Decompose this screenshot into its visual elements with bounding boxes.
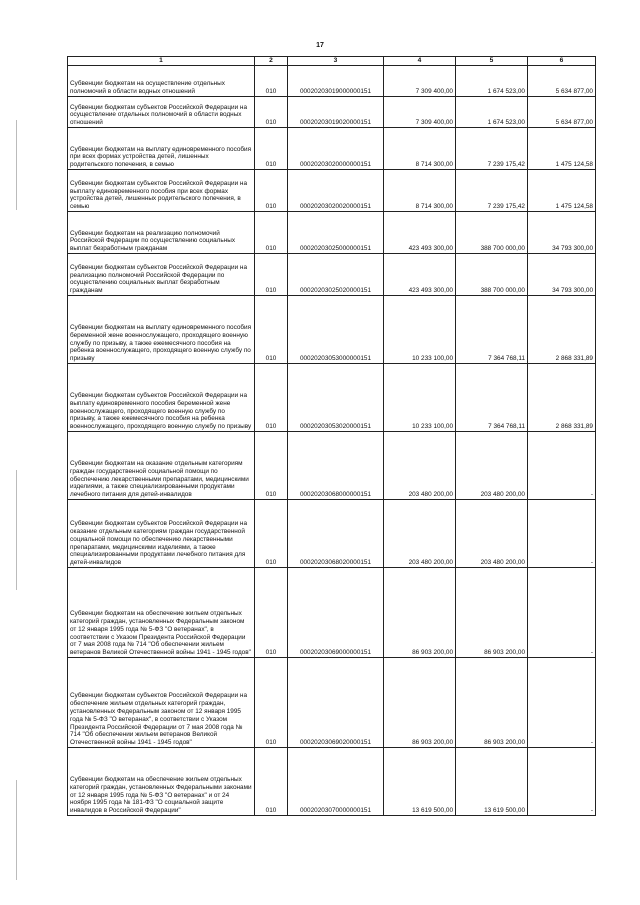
row-code-cell: 010	[255, 254, 288, 296]
row-executed-cell: 13 619 500,00	[456, 748, 528, 816]
row-name-cell: Субвенции бюджетам субъектов Российской Федерации на оказание отдельным категориям граждан государственной социальной помощи по обеспечению лекарственными препаратами, медицинскими изделиями, а также специализированными продуктами лечебного питания для детей-инвалидов	[68, 500, 255, 568]
row-remainder-cell: 34 793 300,00	[528, 212, 596, 254]
row-kbk-cell: 00020203019000000151	[288, 66, 384, 97]
table-body	[68, 66, 596, 816]
table-row	[68, 97, 596, 128]
row-planned-cell: 423 493 300,00	[384, 212, 456, 254]
row-remainder-cell: 5 634 877,00	[528, 97, 596, 128]
header-row	[68, 57, 596, 66]
row-executed-cell: 1 674 523,00	[456, 66, 528, 97]
table-row	[68, 66, 596, 97]
row-executed-cell: 1 674 523,00	[456, 97, 528, 128]
row-code-cell: 010	[255, 432, 288, 500]
table-row	[68, 254, 596, 296]
row-executed-cell: 7 239 175,42	[456, 128, 528, 170]
row-name-cell: Субвенции бюджетам субъектов Российской Федерации на выплату единовременного пособия при всех формах устройства детей, лишенных родительского попечения, в семью	[68, 170, 255, 212]
row-kbk-cell: 00020203053020000151	[288, 364, 384, 432]
row-remainder-cell: -	[528, 658, 596, 748]
row-executed-cell: 388 700 000,00	[456, 212, 528, 254]
row-executed-cell: 203 480 200,00	[456, 500, 528, 568]
table-row	[68, 658, 596, 748]
row-kbk-cell: 00020203025020000151	[288, 254, 384, 296]
row-name-cell: Субвенции бюджетам субъектов Российской Федерации на реализацию полномочий Российской Федерации по осуществлению социальных выплат безработным гражданам	[68, 254, 255, 296]
row-code-cell: 010	[255, 748, 288, 816]
row-executed-cell: 7 364 768,11	[456, 364, 528, 432]
row-kbk-cell: 00020203020000000151	[288, 128, 384, 170]
column-header: 1	[68, 57, 255, 66]
row-kbk-cell: 00020203068000000151	[288, 432, 384, 500]
table-row	[68, 500, 596, 568]
row-code-cell: 010	[255, 66, 288, 97]
row-code-cell: 010	[255, 500, 288, 568]
row-planned-cell: 203 480 200,00	[384, 432, 456, 500]
row-remainder-cell: -	[528, 432, 596, 500]
row-executed-cell: 203 480 200,00	[456, 432, 528, 500]
row-code-cell: 010	[255, 212, 288, 254]
row-remainder-cell: 5 634 877,00	[528, 66, 596, 97]
row-planned-cell: 203 480 200,00	[384, 500, 456, 568]
column-header: 3	[288, 57, 384, 66]
row-remainder-cell: 34 793 300,00	[528, 254, 596, 296]
page-number: 17	[316, 42, 324, 49]
row-remainder-cell: -	[528, 748, 596, 816]
row-remainder-cell: 1 475 124,58	[528, 128, 596, 170]
row-planned-cell: 86 903 200,00	[384, 658, 456, 748]
row-remainder-cell: 2 868 331,89	[528, 364, 596, 432]
row-code-cell: 010	[255, 170, 288, 212]
row-remainder-cell: 1 475 124,58	[528, 170, 596, 212]
row-kbk-cell: 00020203025000000151	[288, 212, 384, 254]
row-kbk-cell: 00020203053000000151	[288, 296, 384, 364]
column-header: 2	[255, 57, 288, 66]
row-planned-cell: 13 619 500,00	[384, 748, 456, 816]
row-planned-cell: 10 233 100,00	[384, 296, 456, 364]
row-kbk-cell: 00020203068020000151	[288, 500, 384, 568]
row-kbk-cell: 00020203020020000151	[288, 170, 384, 212]
row-planned-cell: 8 714 300,00	[384, 128, 456, 170]
table-row	[68, 128, 596, 170]
table-row	[68, 296, 596, 364]
row-planned-cell: 86 903 200,00	[384, 568, 456, 658]
row-remainder-cell: -	[528, 500, 596, 568]
row-kbk-cell: 00020203069020000151	[288, 658, 384, 748]
row-name-cell: Субвенции бюджетам субъектов Российской Федерации на обеспечение жильем отдельных категорий граждан, установленных Федеральным законом от 12 января 1995 года № 5-ФЗ "О ветеранах", в соответствии с Указом Президента Российской Федерации от 7 мая 2008 года № 714 "Об обеспечении жильем ветеранов Великой Отечественной войны 1941 - 1945 годов"	[68, 658, 255, 748]
row-name-cell: Субвенции бюджетам на выплату единовременного пособия при всех формах устройства детей, лишенных родительского попечения, в семью	[68, 128, 255, 170]
row-name-cell: Субвенции бюджетам на оказание отдельным категориям граждан государственной социальной помощи по обеспечению лекарственными препаратами, медицинскими изделиями, а также специализированными продуктами лечебного питания для детей-инвалидов	[68, 432, 255, 500]
column-header: 6	[528, 57, 596, 66]
row-planned-cell: 7 309 400,00	[384, 66, 456, 97]
budget-table	[67, 56, 596, 816]
row-code-cell: 010	[255, 296, 288, 364]
row-executed-cell: 7 239 175,42	[456, 170, 528, 212]
row-code-cell: 010	[255, 568, 288, 658]
scan-margin-mark	[16, 120, 17, 210]
column-header: 5	[456, 57, 528, 66]
row-executed-cell: 388 700 000,00	[456, 254, 528, 296]
row-kbk-cell: 00020203019020000151	[288, 97, 384, 128]
table-row	[68, 568, 596, 658]
row-code-cell: 010	[255, 658, 288, 748]
table-row	[68, 364, 596, 432]
row-name-cell: Субвенции бюджетам на выплату единовременного пособия беременной жене военнослужащего, проходящего военную службу по призыву, а также ежемесячного пособия на ребенка военнослужащего, проходящего военную службу по призыву	[68, 296, 255, 364]
row-executed-cell: 86 903 200,00	[456, 568, 528, 658]
table-row	[68, 170, 596, 212]
row-name-cell: Субвенции бюджетам субъектов Российской Федерации на выплату единовременного пособия беременной жене военнослужащего, проходящего военную службу по призыву, а также ежемесячного пособия на ребенка военнослужащего, проходящего военную службу по призыву	[68, 364, 255, 432]
scan-margin-mark	[16, 780, 17, 880]
row-kbk-cell: 00020203069000000151	[288, 568, 384, 658]
row-remainder-cell: -	[528, 568, 596, 658]
row-executed-cell: 7 364 768,11	[456, 296, 528, 364]
row-planned-cell: 423 493 300,00	[384, 254, 456, 296]
scan-margin-mark	[16, 470, 17, 590]
row-name-cell: Субвенции бюджетам на обеспечение жильем отдельных категорий граждан, установленных Федеральным законом от 12 января 1995 года № 5-ФЗ "О ветеранах", в соответствии с Указом Президента Российской Федерации от 7 мая 2008 года № 714 "Об обеспечении жильем ветеранов Великой Отечественной войны 1941 - 1945 годов"	[68, 568, 255, 658]
table-row	[68, 212, 596, 254]
row-planned-cell: 8 714 300,00	[384, 170, 456, 212]
row-kbk-cell: 00020203070000000151	[288, 748, 384, 816]
row-name-cell: Субвенции бюджетам на обеспечение жильем отдельных категорий граждан, установленных Федеральными законами от 12 января 1995 года № 5-ФЗ "О ветеранах" и от 24 ноября 1995 года № 181-ФЗ "О социальной защите инвалидов в Российской Федерации"	[68, 748, 255, 816]
row-code-cell: 010	[255, 128, 288, 170]
row-name-cell: Субвенции бюджетам на реализацию полномочий Российской Федерации по осуществлению социальных выплат безработным гражданам	[68, 212, 255, 254]
row-planned-cell: 10 233 100,00	[384, 364, 456, 432]
row-remainder-cell: 2 868 331,89	[528, 296, 596, 364]
column-header: 4	[384, 57, 456, 66]
row-name-cell: Субвенции бюджетам на осуществление отдельных полномочий в области водных отношений	[68, 66, 255, 97]
table-row	[68, 748, 596, 816]
table-row	[68, 432, 596, 500]
row-executed-cell: 86 903 200,00	[456, 658, 528, 748]
row-name-cell: Субвенции бюджетам субъектов Российской Федерации на осуществление отдельных полномочий в области водных отношений	[68, 97, 255, 128]
row-code-cell: 010	[255, 97, 288, 128]
row-planned-cell: 7 309 400,00	[384, 97, 456, 128]
row-code-cell: 010	[255, 364, 288, 432]
